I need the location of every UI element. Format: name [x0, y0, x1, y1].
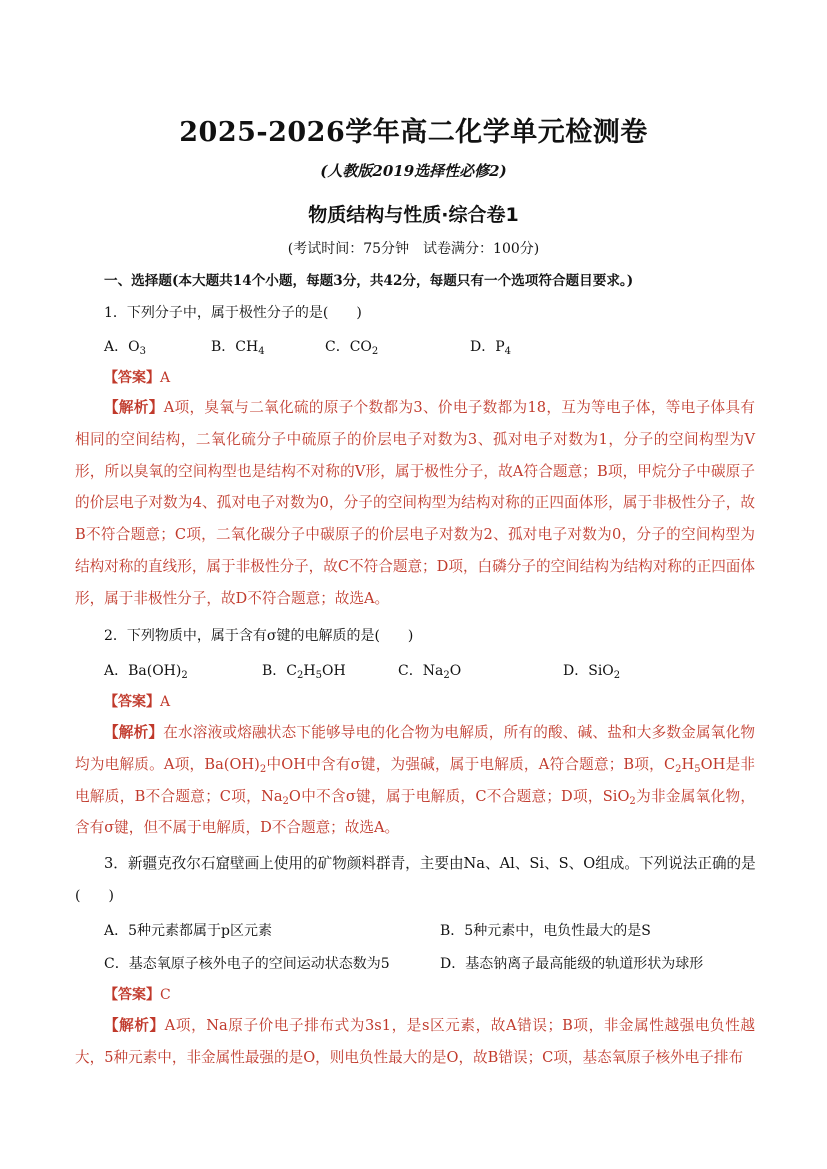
q2-option-b: B．$C_2H_5OH$ [262, 663, 346, 681]
q3-option-c: C．基态氧原子核外电子的空间运动状态数为5 [104, 956, 390, 972]
q2-option-d: D．SiO$_2$ [563, 663, 621, 681]
part1-heading: 一、选择题(本大题共14个小题，每题3分，共42分，每题只有一个选项符合题目要求。) [104, 273, 634, 289]
section-title: 物质结构与性质·综合卷1 [308, 204, 519, 226]
q2-option-c: C．$Na_2O$ [398, 663, 462, 681]
exam-info: (考试时间：75分钟 试卷满分：100分) [287, 241, 540, 257]
exam-subtitle: (人教版2019选择性必修2) [320, 162, 507, 180]
q2-answer: 【答案】A [104, 694, 171, 710]
q1-option-b: B．$CH_4$ [211, 339, 265, 357]
q1-option-d: D．$P_4$ [470, 339, 512, 357]
q3-stem-line1: 3．新疆克孜尔石窟壁画上使用的矿物颜料群青，主要由Na、Al、Si、S、O组成。下列说法正确的是 [104, 855, 756, 872]
q2-analysis: 【解析】在水溶液或熔融状态下能够导电的化合物为电解质，所有的酸、碱、盐和大多数金属氧化物均为电解质。A项，$Ba(OH)_2$中OH中含有σ键，为强碱，属于电解质，A符合题意；B项，$C_2H_5OH$是非电解质，B不合题意；C项，$Na_2O$中不含σ键，属于电解质，C不合题意；D项，SiO$_2$为非金属氧化物，含有σ键，但不属于电解质，D不合题意；故选A。 [75, 724, 755, 837]
q1-option-c: C．$CO_2$ [325, 339, 379, 357]
exam-title: 2025-2026学年高二化学单元检测卷 [179, 117, 648, 148]
q3-answer: 【答案】C [104, 987, 171, 1003]
q1-stem: 1．下列分子中，属于极性分子的是( ) [104, 305, 362, 321]
q2-option-a: A．$Ba(OH)_2$ [104, 663, 188, 681]
q1-answer: 【答案】A [104, 370, 171, 386]
q2-stem: 2．下列物质中，属于含有σ键的电解质的是( ) [104, 628, 414, 644]
q3-option-d: D．基态钠离子最高能级的轨道形状为球形 [440, 956, 704, 972]
q3-option-b: B．5种元素中，电负性最大的是S [440, 923, 651, 939]
q3-analysis: 【解析】A项，Na原子价电子排布式为3s1，是s区元素，故A错误；B项，非金属性越强电负性越大，5种元素中，非金属性最强的是O，则电负性最大的是O，故B错误；C项，基态氧原子核外电子排布 [75, 1017, 755, 1066]
q3-stem-line2: ( ) [75, 888, 114, 904]
q1-option-a: A．$O_3$ [104, 339, 146, 357]
q1-analysis: 【解析】A项，臭氧与二氧化硫的原子个数都为3、价电子数都为18，互为等电子体，等电子体具有相同的空间结构，二氧化硫分子中硫原子的价层电子对数为3、孤对电子对数为1，分子的空间构型为V形，所以臭氧的空间构型也是结构不对称的V形，属于极性分子，故A符合题意；B项，甲烷分子中碳原子的价层电子对数为4、孤对电子对数为0，分子的空间构型为结构对称的正四面体形，属于非极性分子，故B不符合题意；C项，二氧化碳分子中碳原子的价层电子对数为2、孤对电子对数为0，分子的空间构型为结构对称的直线形，属于非极性分子，故C不符合题意；D项，白磷分子的空间结构为结构对称的正四面体形，属于非极性分子，故D不符合题意；故选A。 [75, 399, 755, 607]
q3-option-a: A．5种元素都属于p区元素 [104, 923, 272, 939]
